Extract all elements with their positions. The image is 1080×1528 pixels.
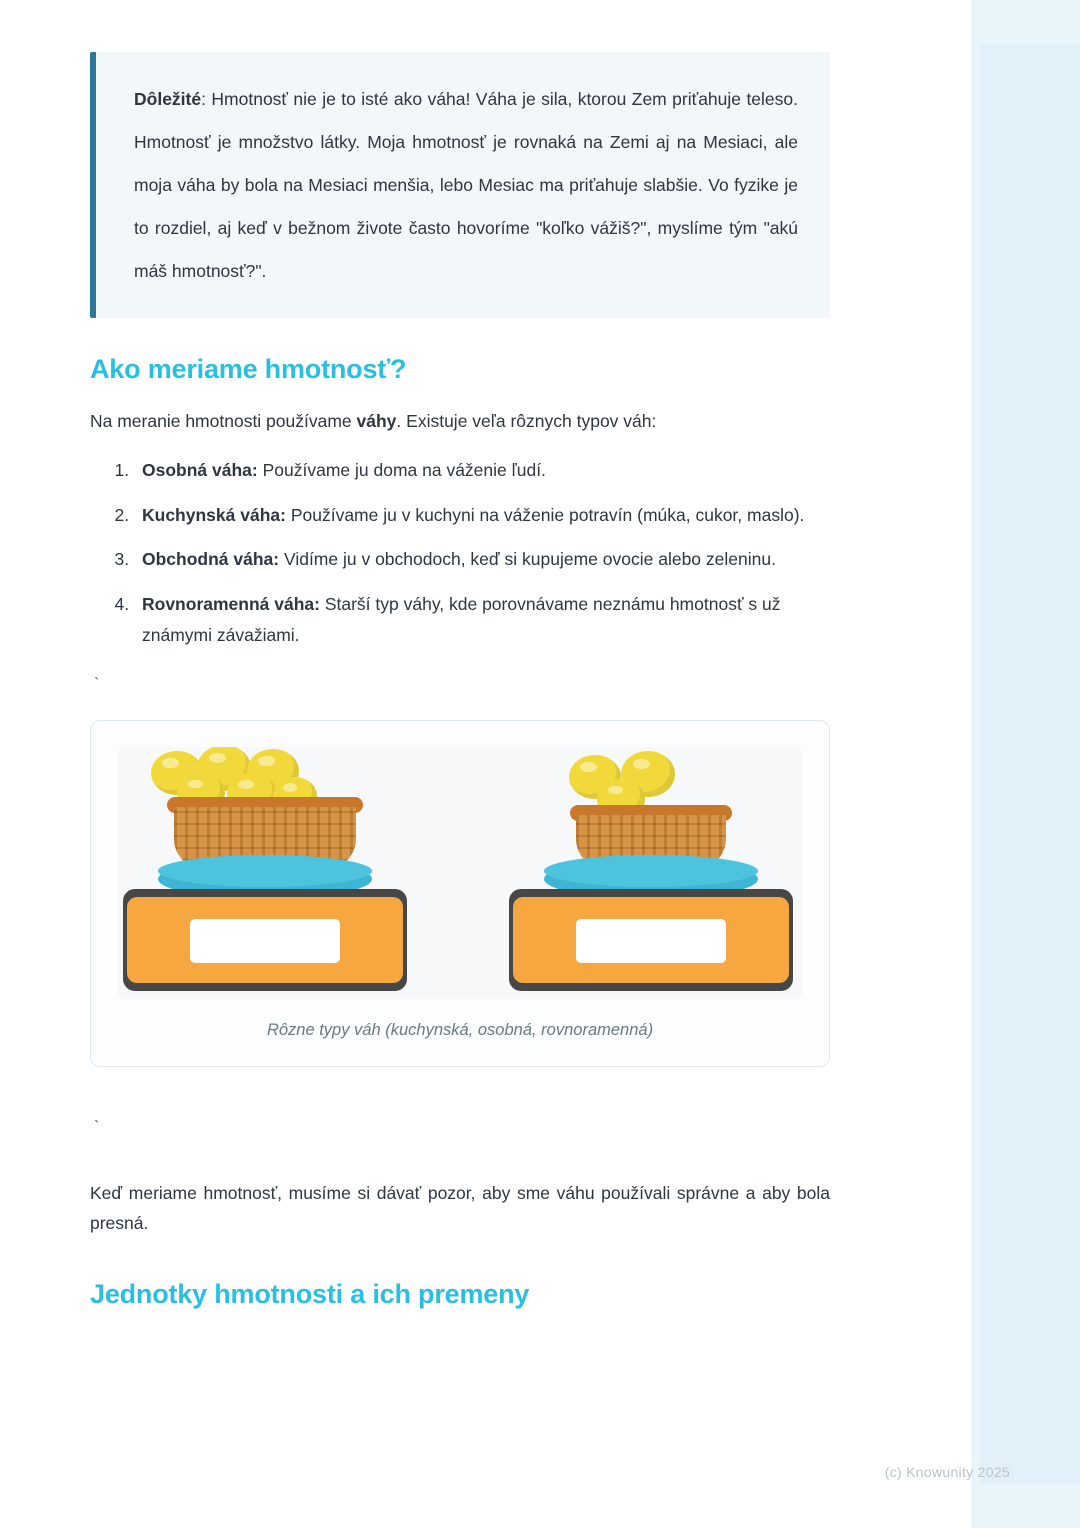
- intro-prefix: Na meranie hmotnosti používame: [90, 411, 357, 432]
- important-callout: [90, 52, 830, 318]
- list-item-term: Obchodná váha:: [142, 549, 280, 570]
- list-item: [134, 455, 830, 486]
- figure-illustration: [117, 747, 803, 999]
- scale-plate-top: [544, 855, 758, 887]
- watermark: (c) Knowunity 2025: [884, 1464, 1010, 1480]
- intro-paragraph: [90, 407, 830, 437]
- list-item-term: Osobná váha:: [142, 460, 258, 481]
- list-item-desc: Používame ju doma na váženie ľudí.: [257, 460, 546, 481]
- closing-paragraph: Keď meriame hmotnosť, musíme si dávať pozor, aby sme váhu používali správne a aby bola presná.: [90, 1183, 830, 1233]
- list-item: [134, 544, 830, 575]
- callout-text: : Hmotnosť nie je to isté ako váha! Váha je sila, ktorou Zem priťahuje teleso. Hmotnosť je množstvo látky. Moja hmotnosť je rovnaká na Zemi aj na Mesiaci, ale moja váha by bola na Mesiaci menšia, lebo Mesiac ma priťahuje slabšie. Vo fyzike je to rozdiel, aj keď v bežnom živote často hovoríme "koľko vážiš?", myslíme tým "akú máš hmotnosť?".: [134, 89, 798, 281]
- list-item-desc: Starší typ váhy, kde porovnávame neznámu hmotnosť s už známymi závažiami.: [142, 594, 781, 645]
- scale-types-list: [90, 455, 830, 650]
- figure-card: [90, 720, 830, 1067]
- list-item-desc: Vidíme ju v obchodoch, keď si kupujeme ovocie alebo zeleninu.: [279, 549, 776, 570]
- document-content: [90, 0, 830, 1310]
- list-item: [134, 589, 830, 650]
- intro-bold: váhy: [356, 411, 397, 432]
- scale-display: [576, 919, 726, 963]
- page-edge-inner: [980, 44, 1080, 1484]
- backtick-marker-two: `: [94, 1119, 100, 1137]
- section-title-units: Jednotky hmotnosti a ich premeny: [90, 1278, 530, 1309]
- backtick-marker-one: `: [94, 676, 100, 694]
- page-edge-strip: [972, 0, 1080, 1528]
- list-item-desc: Používame ju v kuchyni na váženie potravín (múka, cukor, maslo).: [285, 504, 805, 525]
- list-item: [134, 500, 830, 531]
- scale-display: [190, 919, 340, 963]
- scale-plate-top: [158, 855, 372, 887]
- list-item-term: Kuchynská váha:: [142, 504, 286, 525]
- callout-paragraph: [134, 78, 798, 292]
- figure-caption: Rôzne typy váh (kuchynská, osobná, rovnoramenná): [266, 1021, 654, 1040]
- section-title-measuring: Ako meriame hmotnosť?: [90, 354, 407, 385]
- list-item-term: Rovnoramenná váha:: [142, 594, 320, 614]
- intro-suffix: . Existuje veľa rôznych typov váh:: [396, 411, 657, 432]
- callout-label: Dôležité: [134, 89, 202, 109]
